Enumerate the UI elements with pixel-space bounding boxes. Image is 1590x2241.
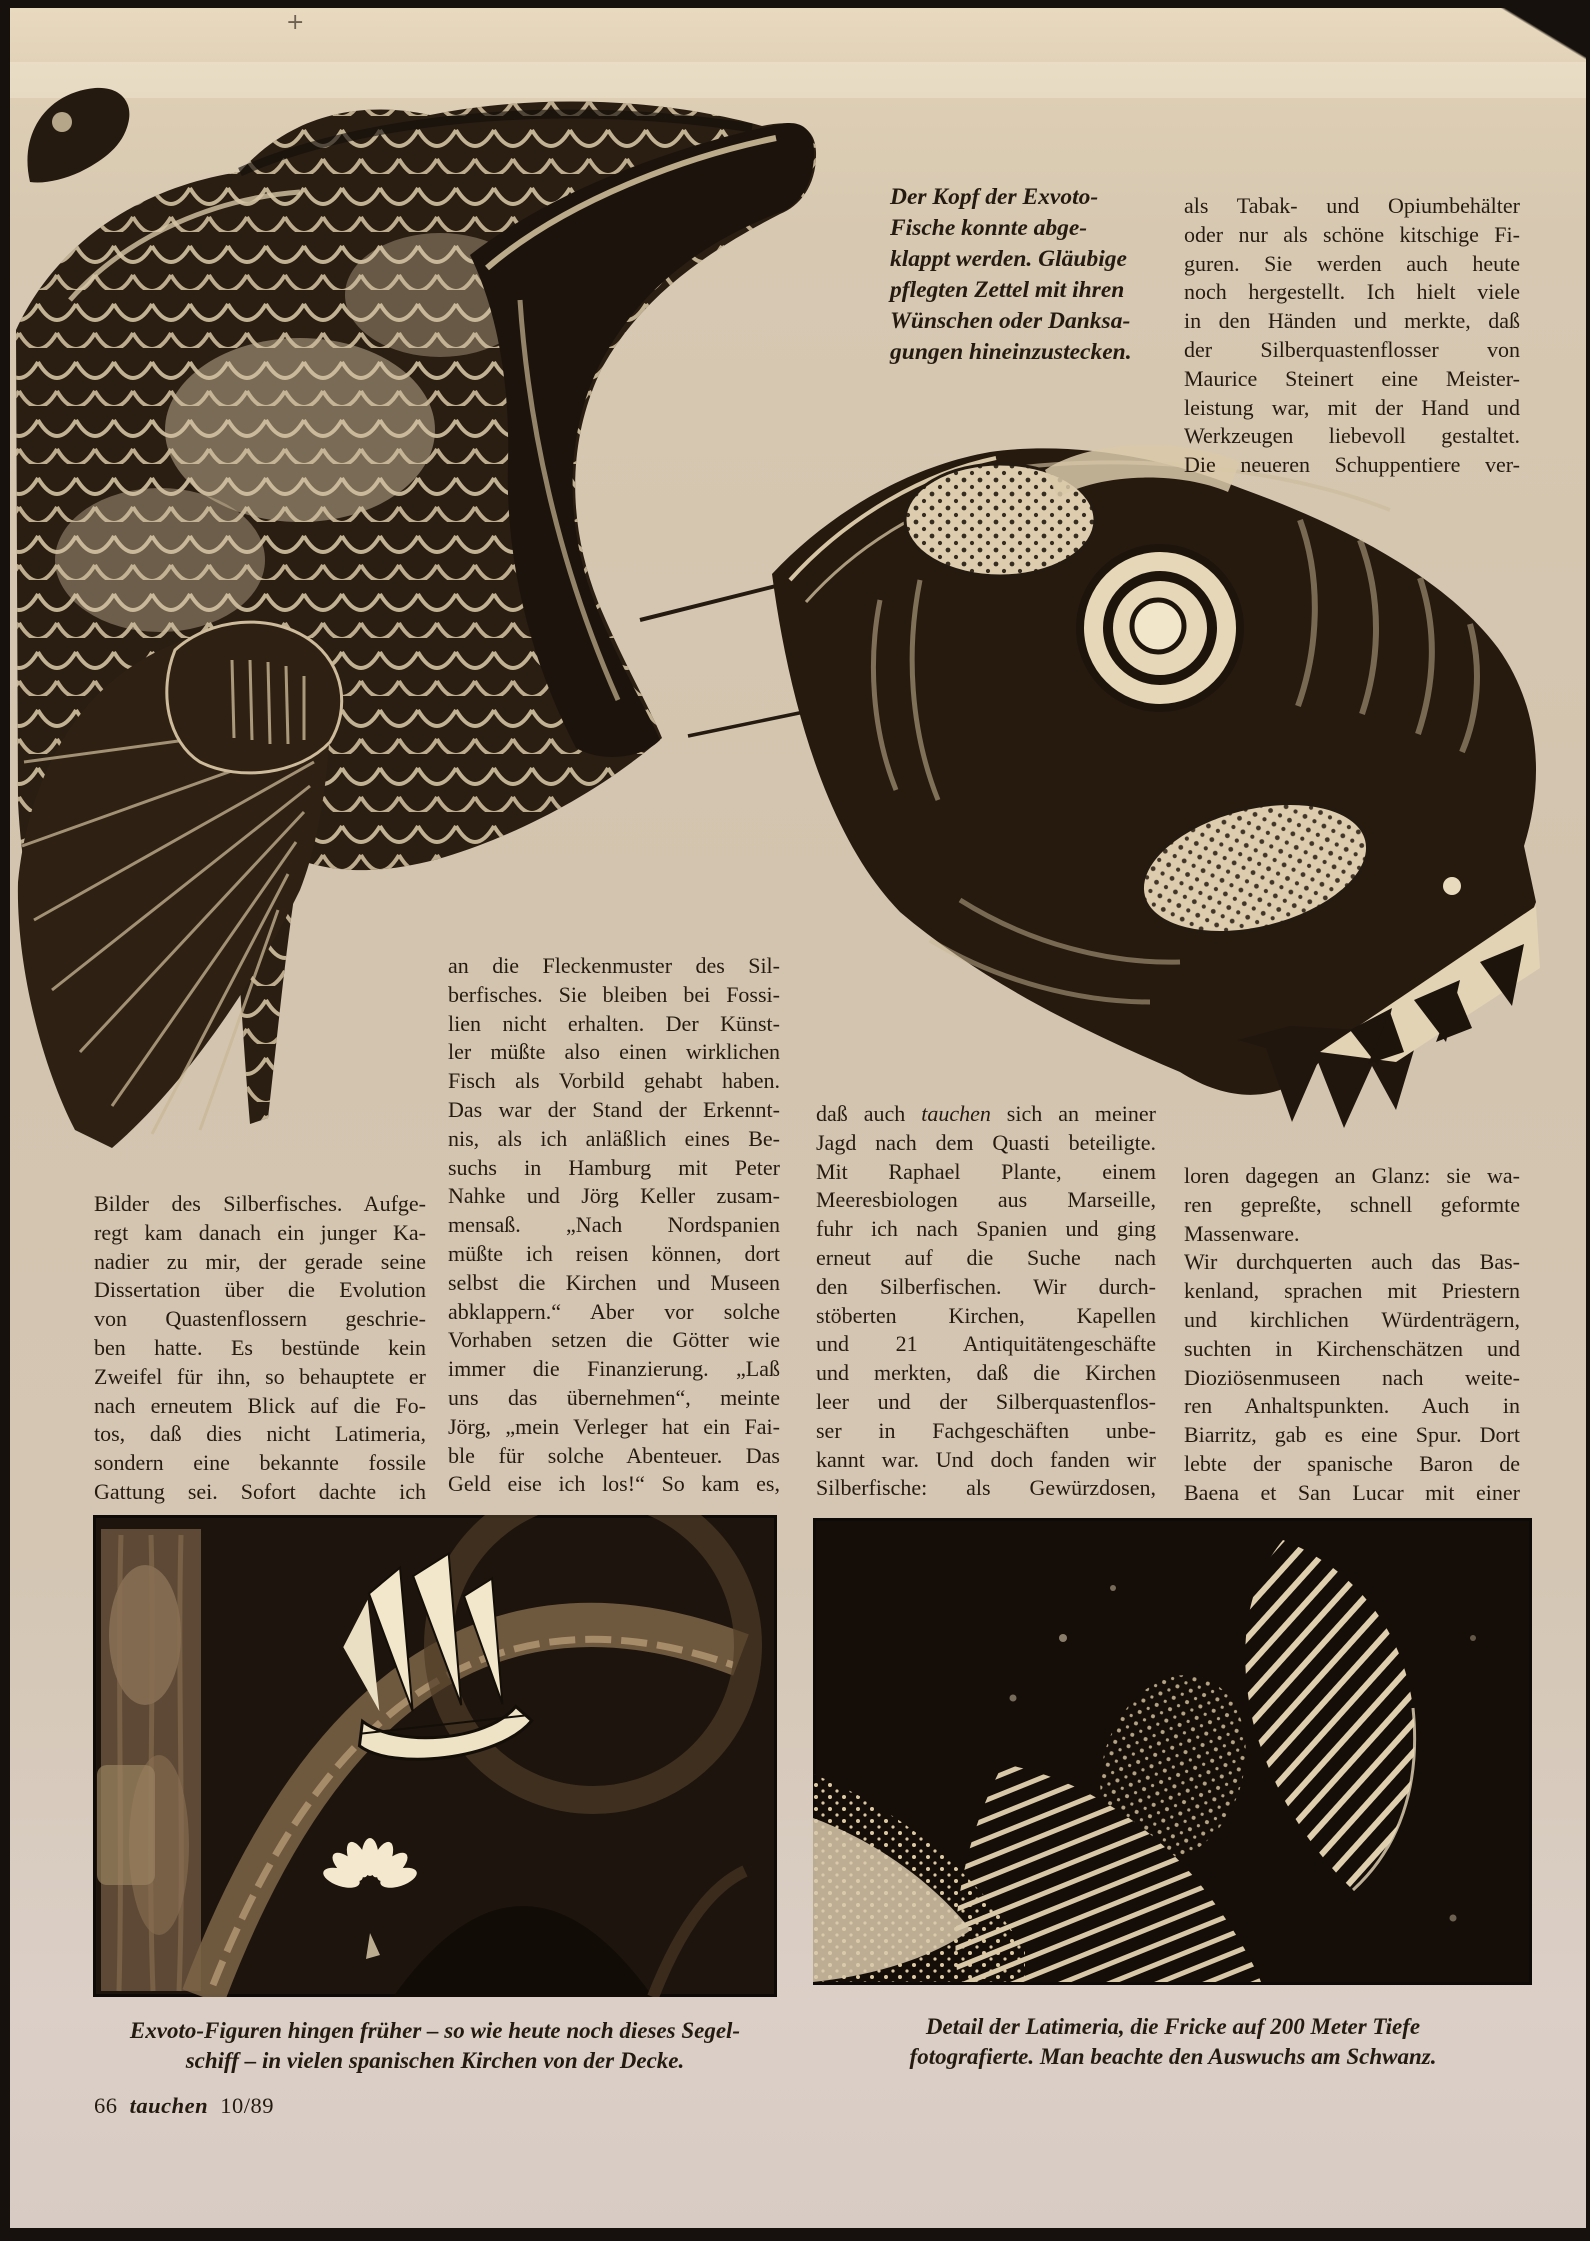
text-line: erneut auf die Suche nach (816, 1244, 1156, 1270)
text-line: Jörg, „mein Verleger hat ein Fai- (448, 1413, 780, 1439)
text-line: und kirchlichen Würdenträgern, (1184, 1306, 1520, 1332)
text-line: Mit Raphael Plante, einem (816, 1158, 1156, 1184)
text-line: ren Anhaltspunkten. Auch in (1184, 1393, 1520, 1419)
stone-pillar (97, 1529, 201, 1991)
text-line: guren. Sie werden auch heute (1184, 250, 1520, 276)
text-line: Die neueren Schuppentiere ver- (1184, 452, 1520, 478)
text-line: kenland, sprachen mit Priestern (1184, 1278, 1520, 1304)
text-line: stöberten Kirchen, Kapellen (816, 1302, 1156, 1328)
text-line: Gattung sei. Sofort dachte ich (94, 1478, 426, 1504)
fish-eye (1080, 548, 1240, 708)
text-line: von Quastenflossern geschrie- (94, 1306, 426, 1332)
church-votive-ship-photo (93, 1515, 777, 1997)
text-line: abklappern.“ Aber vor solche (448, 1298, 780, 1324)
text-line: Zweifel für ihn, so behauptete er (94, 1363, 426, 1389)
text-line: regt kam danach ein junger Ka- (94, 1219, 426, 1245)
text-line: Detail der Latimeria, die Fricke auf 200 Meter Tiefe (925, 2014, 1421, 2039)
top-photo-caption (890, 182, 1190, 368)
text-line: nadier zu mir, der gerade seine (94, 1248, 426, 1274)
text-line: Geld eise ich los!“ So kam es, (448, 1471, 780, 1497)
line-pre: daß auch (816, 1101, 922, 1126)
column-lines (816, 1129, 1156, 1503)
text-line: noch hergestellt. Ich hielt viele (1184, 279, 1520, 305)
text-line: Massenware. (1184, 1220, 1300, 1246)
registration-cross-mark: + (286, 10, 305, 35)
text-line: Das war der Stand der Erkennt- (448, 1096, 780, 1122)
text-line: der Silberquastenflosser von (1184, 336, 1520, 362)
text-line: oder nur als schöne kitschige Fi- (1184, 221, 1520, 247)
text-line: Dioziösenmuseen nach weite- (1184, 1364, 1520, 1390)
article-column-2 (448, 952, 780, 1499)
text-line: immer die Finanzierung. „Laß (448, 1356, 780, 1382)
text-line: nis, als ich anläßlich eines Be- (448, 1125, 780, 1151)
article-column-4-top (1184, 192, 1520, 480)
text-line: klappt werden. Gläubige (890, 246, 1127, 272)
text-line: Meeresbiologen aus Marseille, (816, 1187, 1156, 1213)
text-line: Vorhaben setzen die Götter wie (448, 1327, 780, 1353)
text-line: den Silberfischen. Wir durch- (816, 1273, 1156, 1299)
line-post: sich an meiner (990, 1101, 1156, 1126)
text-line: als Tabak- und Opiumbehälter (1184, 193, 1520, 218)
page-footer (94, 2093, 274, 2119)
text-line: Bilder des Silberfisches. Aufge- (94, 1191, 426, 1216)
text-line: ble für solche Abenteuer. Das (448, 1442, 780, 1468)
issue-number: 10/89 (220, 2093, 275, 2118)
text-line: Fische konnte abge- (890, 215, 1088, 241)
text-line: uns das übernehmen“, meinte (448, 1384, 780, 1410)
text-line: Nahke und Jörg Keller zusam- (448, 1183, 780, 1209)
text-line: Jagd nach dem Quasti beteiligte. (816, 1129, 1156, 1155)
article-column-1 (94, 1190, 426, 1507)
text-line: ler müßte also einen wirklichen (448, 1039, 780, 1065)
text-line: pflegten Zettel mit ihren (890, 277, 1125, 303)
text-line: selbst die Kirchen und Museen (448, 1269, 780, 1295)
text-line: Werkzeugen liebevoll gestaltet. (1184, 423, 1520, 449)
text-line: Maurice Steinert eine Meister- (1184, 365, 1520, 391)
text-line: Exvoto-Figuren hingen früher – so wie heute noch dieses Segel- (129, 2018, 741, 2043)
text-line-with-italic (816, 1100, 1156, 1129)
text-line: mensaß. „Nach Nordspanien (448, 1212, 780, 1238)
bottom-left-photo-caption (93, 2016, 777, 2076)
text-line: leistung war, mit der Hand und (1184, 394, 1520, 420)
text-line: an die Fleckenmuster des Sil- (448, 953, 780, 978)
text-line: gungen hineinzustecken. (890, 339, 1132, 365)
text-line: und merkten, daß die Kirchen (816, 1360, 1156, 1386)
text-line: leer und der Silberquastenflos- (816, 1388, 1156, 1414)
article-column-3 (816, 1100, 1156, 1503)
text-line: Wünschen oder Danksa- (890, 308, 1131, 334)
text-line: suchten in Kirchenschätzen und (1184, 1335, 1520, 1361)
text-line: Fisch als Vorbild gehabt haben. (448, 1068, 780, 1094)
text-line: und 21 Antiquitätengeschäfte (816, 1331, 1156, 1357)
text-line: lebte der spanische Baron de (1184, 1450, 1520, 1476)
text-line: sondern eine bekannte fossile (94, 1450, 426, 1476)
page-number: 66 (94, 2093, 118, 2118)
text-line: in den Händen und merkte, daß (1184, 308, 1520, 334)
text-line: ser in Fachgeschäften unbe- (816, 1417, 1156, 1443)
text-line: fuhr ich nach Spanien und ging (816, 1216, 1156, 1242)
fish-head (772, 445, 1540, 1128)
text-line: Biarritz, gab es eine Spur. Dort (1184, 1422, 1520, 1448)
bottom-right-photo-caption (823, 2012, 1523, 2072)
text-line: müßte ich reisen können, dort (448, 1240, 780, 1266)
text-line: Der Kopf der Exvoto- (890, 184, 1099, 210)
text-line: Dissertation über die Evolution (94, 1277, 426, 1303)
scan-corner-shadow (1500, 8, 1586, 60)
text-line: loren dagegen an Glanz: sie wa- (1184, 1163, 1520, 1188)
text-line: Silberfische: als Gewürzdosen, (816, 1475, 1156, 1501)
top-left-fin (27, 88, 129, 183)
text-line: kannt war. Und doch fanden wir (816, 1446, 1156, 1472)
text-line: tos, daß dies nicht Latimeria, (94, 1421, 426, 1447)
text-line: Wir durchquerten auch das Bas- (1184, 1249, 1520, 1275)
magazine-name-italic: tauchen (921, 1101, 991, 1126)
text-line: ren gepreßte, schnell geformte (1184, 1191, 1520, 1217)
text-line: Baena et San Lucar mit einer (1184, 1479, 1520, 1505)
text-line: suchs in Hamburg mit Peter (448, 1154, 780, 1180)
text-line: lien nicht erhalten. Der Künst- (448, 1010, 780, 1036)
text-line: nach erneutem Blick auf die Fo- (94, 1392, 426, 1418)
text-line: schiff – in vielen spanischen Kirchen von der Decke. (185, 2048, 685, 2073)
magazine-logo-text: tauchen (129, 2093, 209, 2118)
text-line: fotografierte. Man beachte den Auswuchs am Schwanz. (909, 2044, 1437, 2069)
latimeria-tail-photo (813, 1518, 1532, 1985)
article-column-4-bottom (1184, 1162, 1520, 1508)
text-line: berfisches. Sie bleiben bei Fossi- (448, 981, 780, 1007)
text-line: ben hatte. Es bestünde kein (94, 1334, 426, 1360)
